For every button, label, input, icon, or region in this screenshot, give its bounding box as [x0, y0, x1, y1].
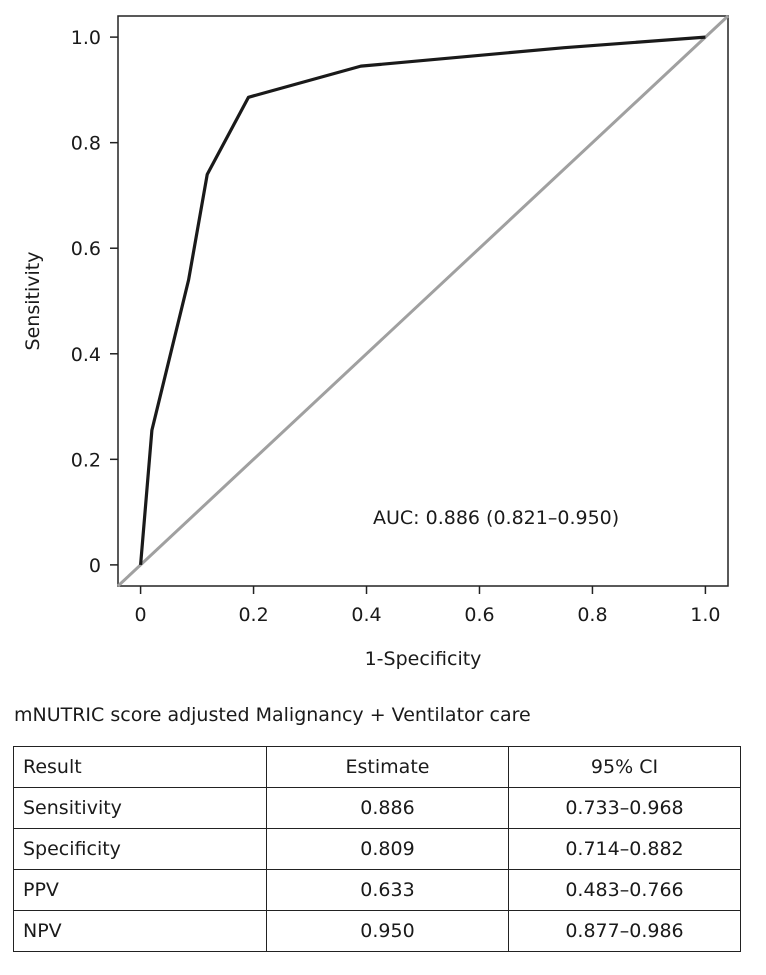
row-estimate: 0.809 — [267, 829, 509, 870]
reference-diagonal-line — [118, 16, 728, 586]
table-row — [14, 911, 741, 952]
table-row — [14, 870, 741, 911]
results-table — [13, 746, 741, 952]
x-axis — [135, 586, 721, 626]
row-label: Specificity — [14, 829, 267, 870]
y-axis-title: Sensitivity — [22, 251, 44, 351]
row-label: NPV — [14, 911, 267, 952]
y-tick-label: 1.0 — [70, 27, 101, 50]
x-axis-title: 1-Specificity — [364, 648, 482, 670]
auc-annotation: AUC: 0.886 (0.821–0.950) — [373, 507, 620, 529]
row-ci: 0.714–0.882 — [509, 829, 741, 870]
table-header-row — [14, 747, 741, 788]
row-ci: 0.733–0.968 — [509, 788, 741, 829]
y-tick-label: 0.6 — [70, 238, 101, 261]
y-tick-label: 0.4 — [70, 343, 101, 366]
x-tick-label: 0.8 — [577, 604, 608, 626]
row-label: Sensitivity — [14, 788, 267, 829]
y-tick-label: 0 — [88, 554, 101, 577]
table-caption: mNUTRIC score adjusted Malignancy + Ventilator care — [14, 704, 531, 726]
header-result: Result — [14, 747, 267, 788]
x-tick-label: 0 — [134, 604, 147, 626]
y-axis — [71, 27, 118, 577]
row-estimate: 0.886 — [267, 788, 509, 829]
header-ci: 95% CI — [509, 747, 741, 788]
x-tick-label: 0.4 — [351, 604, 382, 626]
table-row — [14, 829, 741, 870]
table-row — [14, 788, 741, 829]
y-tick-label: 0.2 — [70, 449, 101, 472]
header-estimate: Estimate — [267, 747, 509, 788]
row-estimate: 0.950 — [267, 911, 509, 952]
x-tick-label: 0.6 — [464, 604, 495, 626]
row-ci: 0.877–0.986 — [509, 911, 741, 952]
x-tick-label: 1.0 — [690, 604, 721, 626]
row-label: PPV — [14, 870, 267, 911]
y-tick-label: 0.8 — [70, 132, 101, 155]
row-estimate: 0.633 — [267, 870, 509, 911]
row-ci: 0.483–0.766 — [509, 870, 741, 911]
x-tick-label: 0.2 — [238, 604, 269, 626]
